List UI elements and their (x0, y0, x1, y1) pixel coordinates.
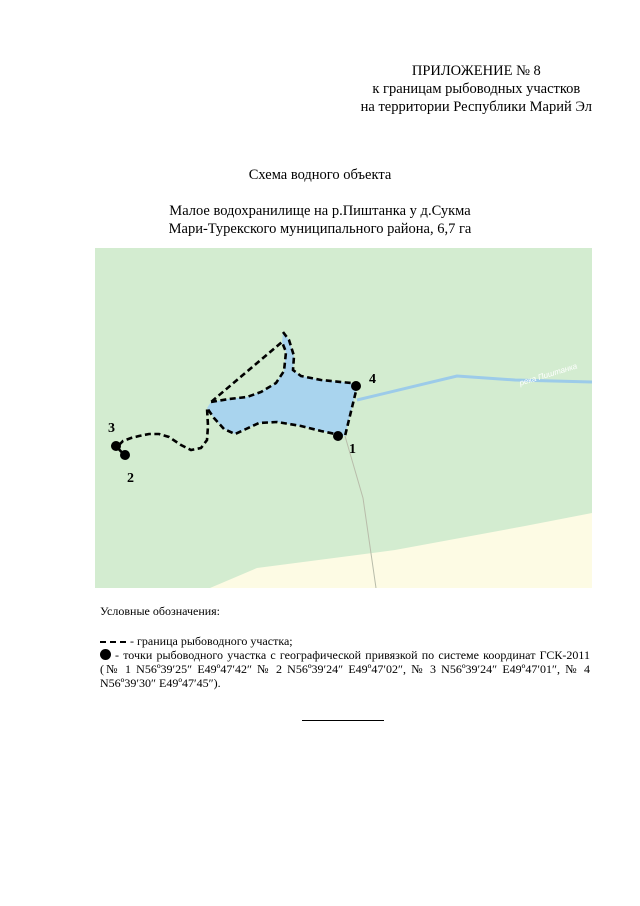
legend-title: Условные обозначения: (100, 604, 221, 618)
boundary-point-3 (111, 441, 121, 451)
appendix-subtitle: к границам рыбоводных участков (372, 81, 581, 97)
object-title-line2: Мари-Турекского муниципального района, 6,7 га (168, 221, 472, 237)
boundary-point-1 (333, 431, 343, 441)
appendix-number: ПРИЛОЖЕНИЕ № 8 (411, 63, 541, 79)
map-canvas (95, 248, 592, 588)
river-label: река Пиштанка (518, 361, 579, 388)
point-label-3: 3 (108, 421, 115, 436)
legend-row-boundary (100, 634, 590, 648)
scheme-title: Схема водного объекта (248, 167, 392, 183)
object-title-line1: Малое водохранилище на р.Пиштанка у д.Сукма (169, 203, 471, 219)
dashed-line-symbol (100, 641, 126, 643)
legend-row-points (100, 648, 590, 690)
point-label-2: 2 (127, 471, 134, 486)
appendix-region: на территории Республики Марий Эл (360, 99, 592, 115)
point-label-4: 4 (369, 372, 376, 387)
black-dot-symbol (100, 649, 111, 660)
end-line (302, 720, 384, 721)
boundary-point-4 (351, 381, 361, 391)
boundary-point-2 (120, 450, 130, 460)
legend-boundary-text: - граница рыбоводного участка; (130, 634, 293, 648)
map-legend (100, 634, 590, 690)
point-label-1: 1 (349, 442, 356, 457)
legend-points-text: - точки рыбоводного участка с географической привязкой по системе координат ГСК-2011 (№ 1 N56º39′25″ E49º47′42″ № 2 N56º39′24″ E49º47′02″, № 3 N56º39′24″ E49º47′01″, № 4 N56º39′30″ E49º47′45″). (100, 648, 590, 690)
appendix-header (361, 62, 592, 116)
water-body-map (95, 248, 592, 588)
